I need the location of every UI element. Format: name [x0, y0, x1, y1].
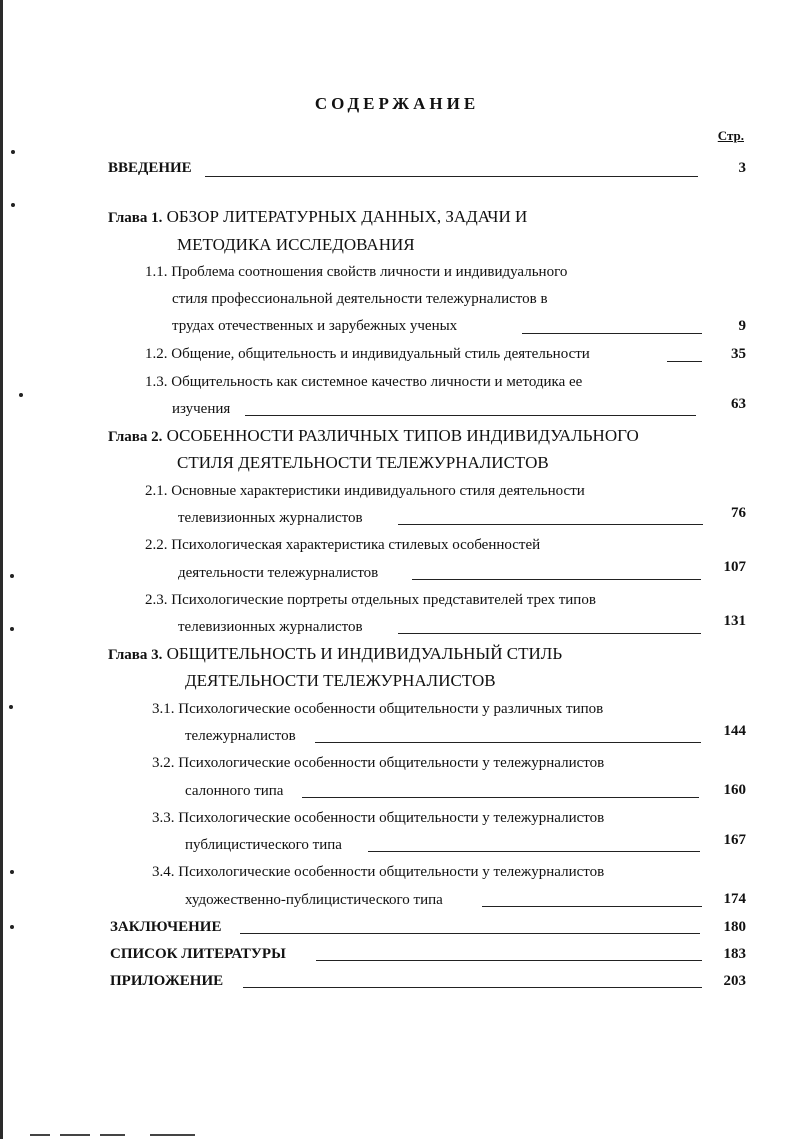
scan-speck — [19, 393, 23, 397]
toc-leader — [205, 176, 698, 177]
toc-conclusion-label: ЗАКЛЮЧЕНИЕ — [110, 919, 222, 935]
toc-3-2-line2: салонного типа — [185, 783, 284, 799]
toc-leader — [482, 906, 702, 907]
page-title: СОДЕРЖАНИЕ — [314, 94, 480, 113]
toc-3-3-page: 167 — [723, 832, 746, 848]
toc-appendix-label: ПРИЛОЖЕНИЕ — [110, 973, 224, 989]
chapter-2-heading — [108, 426, 639, 447]
toc-1-1-page: 9 — [738, 318, 746, 334]
scan-smudge — [30, 1134, 50, 1136]
toc-2-1-line2: телевизионных журналистов — [178, 510, 363, 526]
toc-leader — [412, 579, 701, 580]
toc-2-3-line2: телевизионных журналистов — [178, 619, 363, 635]
scan-speck — [9, 705, 13, 709]
toc-2-2-page: 107 — [723, 559, 746, 575]
toc-references-label: СПИСОК ЛИТЕРАТУРЫ — [110, 946, 286, 962]
toc-3-3-line1: 3.3. Психологические особенности общительности у тележурналистов — [152, 810, 605, 826]
scan-smudge — [150, 1134, 195, 1136]
toc-2-2-line1: 2.2. Психологическая характеристика стилевых особенностей — [145, 537, 541, 553]
scan-speck — [10, 574, 14, 578]
toc-2-1-page: 76 — [731, 505, 746, 521]
chapter-1-prefix: Глава 1. — [108, 210, 163, 226]
toc-references-page: 183 — [723, 946, 746, 962]
toc-leader — [368, 851, 700, 852]
chapter-3-title-line1: ОБЩИТЕЛЬНОСТЬ И ИНДИВИДУАЛЬНЫЙ СТИЛЬ — [166, 644, 563, 663]
toc-appendix-page: 203 — [723, 973, 746, 989]
toc-3-3-line2: публицистического типа — [185, 837, 342, 853]
toc-leader — [398, 633, 701, 634]
toc-conclusion-page: 180 — [723, 919, 746, 935]
scan-smudge — [100, 1134, 125, 1136]
toc-3-4-page: 174 — [723, 891, 746, 907]
scan-speck — [10, 627, 14, 631]
toc-intro-label: ВВЕДЕНИЕ — [108, 160, 192, 176]
toc-2-3-page: 131 — [723, 613, 746, 629]
toc-3-1-page: 144 — [723, 723, 746, 739]
toc-3-4-line2: художественно-публицистического типа — [185, 892, 443, 908]
chapter-2-prefix: Глава 2. — [108, 429, 163, 445]
chapter-3-title-line2: ДЕЯТЕЛЬНОСТИ ТЕЛЕЖУРНАЛИСТОВ — [185, 671, 496, 690]
toc-2-3-line1: 2.3. Психологические портреты отдельных представителей трех типов — [145, 592, 596, 608]
toc-leader — [398, 524, 703, 525]
toc-3-4-line1: 3.4. Психологические особенности общительности у тележурналистов — [152, 864, 605, 880]
toc-2-2-line2: деятельности тележурналистов — [178, 565, 379, 581]
toc-3-1-line1: 3.1. Психологические особенности общительности у различных типов — [152, 701, 604, 717]
page-column-label: Стр. — [717, 128, 744, 143]
scan-speck — [10, 925, 14, 929]
toc-leader — [245, 415, 696, 416]
toc-3-2-page: 160 — [723, 782, 746, 798]
toc-1-3-page: 63 — [731, 396, 746, 412]
toc-leader — [522, 333, 702, 334]
chapter-2-title-line2: СТИЛЯ ДЕЯТЕЛЬНОСТИ ТЕЛЕЖУРНАЛИСТОВ — [177, 453, 549, 472]
toc-1-1-line2: стиля профессиональной деятельности тележурналистов в — [172, 291, 548, 307]
toc-leader — [316, 960, 702, 961]
toc-1-1-line1: 1.1. Проблема соотношения свойств личности и индивидуального — [145, 264, 568, 280]
toc-intro-page: 3 — [738, 160, 746, 176]
toc-1-2-line1: 1.2. Общение, общительность и индивидуальный стиль деятельности — [145, 346, 590, 362]
toc-leader — [302, 797, 699, 798]
toc-leader — [315, 742, 701, 743]
chapter-1-title-line2: МЕТОДИКА ИССЛЕДОВАНИЯ — [177, 235, 415, 254]
chapter-1-heading — [108, 207, 527, 228]
scan-speck — [11, 203, 15, 207]
scan-speck — [10, 870, 14, 874]
toc-leader — [240, 933, 700, 934]
chapter-1-title-line1: ОБЗОР ЛИТЕРАТУРНЫХ ДАННЫХ, ЗАДАЧИ И — [166, 207, 528, 226]
toc-1-3-line2: изучения — [172, 401, 231, 417]
scan-page-edge — [0, 0, 3, 1139]
chapter-2-title-line1: ОСОБЕННОСТИ РАЗЛИЧНЫХ ТИПОВ ИНДИВИДУАЛЬНОГО — [166, 426, 639, 445]
scan-speck — [11, 150, 15, 154]
toc-3-2-line1: 3.2. Психологические особенности общительности у тележурналистов — [152, 755, 605, 771]
chapter-3-heading — [108, 644, 562, 665]
toc-1-3-line1: 1.3. Общительность как системное качество личности и методика ее — [145, 374, 583, 390]
toc-leader — [243, 987, 702, 988]
toc-1-1-line3: трудах отечественных и зарубежных ученых — [172, 318, 458, 334]
chapter-3-prefix: Глава 3. — [108, 647, 163, 663]
scan-smudge — [60, 1134, 90, 1136]
toc-2-1-line1: 2.1. Основные характеристики индивидуального стиля деятельности — [145, 483, 585, 499]
toc-1-2-page: 35 — [731, 346, 746, 362]
toc-3-1-line2: тележурналистов — [185, 728, 296, 744]
